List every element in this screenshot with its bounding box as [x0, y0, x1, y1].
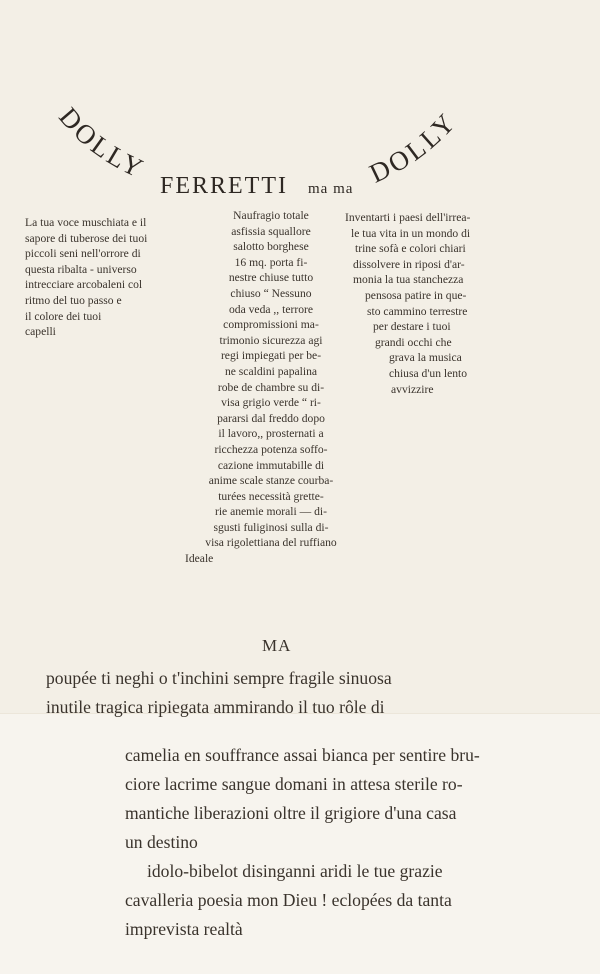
- column-middle-line: turées necessità grette-: [218, 489, 324, 503]
- column-middle-line: ricchezza potenza soffo-: [214, 442, 328, 456]
- column-left-line: sapore di tuberose dei tuoi: [25, 231, 148, 245]
- column-left-line: intrecciare arcobaleni col: [25, 278, 143, 292]
- curved-title: [0, 0, 600, 215]
- column-middle-line: regi impiegati per be-: [220, 349, 322, 363]
- column-left-line: ritmo del tuo passo e: [25, 293, 122, 307]
- column-middle-line: chiuso “ Nessuno: [230, 286, 312, 300]
- stanza-top: [46, 664, 392, 722]
- column-left-line: il colore dei tuoi: [25, 309, 102, 323]
- title-ma-ma: ma ma: [308, 181, 354, 197]
- column-right-line: pensosa patire in que-: [365, 288, 467, 302]
- column-left-line: questa ribalta - universo: [25, 262, 137, 276]
- column-right-line: avvizzire: [391, 382, 434, 396]
- column-right-line: grava la musica: [389, 351, 462, 365]
- column-middle-line: sgusti fuliginosi sulla di-: [213, 520, 329, 534]
- column-middle-line: asfissia squallore: [231, 224, 311, 238]
- stanza-line: cavalleria poesia mon Dieu ! eclopées da tanta: [125, 890, 452, 910]
- column-middle-line: 16 mq. porta fi-: [234, 255, 308, 269]
- column-left-line: La tua voce muschiata e il: [25, 216, 147, 229]
- stanza-line: idolo-bibelot disinganni aridi le tue grazie: [147, 861, 443, 881]
- stanza-line: inutile tragica ripiegata ammirando il tuo rôle di: [46, 697, 385, 717]
- column-middle-line: compromissioni ma-: [223, 318, 319, 332]
- column-right-line: le tua vita in un mondo di: [351, 226, 471, 240]
- column-middle-line: cazione immutabille di: [217, 458, 325, 472]
- title-surname: FERRETTI: [160, 173, 288, 199]
- column-middle: [185, 208, 357, 567]
- column-middle-line: il lavoro,, prosternati a: [218, 427, 324, 441]
- stanza-line: camelia en souffrance assai bianca per sentire bru-: [125, 745, 480, 765]
- column-middle-line: nestre chiuse tutto: [228, 271, 314, 285]
- column-middle-line: oda veda ,, terrore: [228, 302, 313, 316]
- column-right-line: monia la tua stanchezza: [353, 273, 464, 287]
- column-right: [345, 210, 530, 397]
- title-arc-right: DOLLY: [364, 105, 463, 189]
- stanza-line: un destino: [125, 832, 198, 852]
- column-middle-line: anime scale stanze courba-: [208, 474, 334, 488]
- stanza-line: ciore lacrime sangue domani in attesa sterile ro-: [125, 774, 463, 794]
- column-middle-line: pararsi dal freddo dopo: [217, 411, 325, 425]
- column-right-line: trine sofà e colori chiari: [355, 242, 466, 256]
- column-middle-line: ne scaldini papalina: [224, 364, 318, 378]
- column-middle-line: rie anemie morali — di-: [214, 505, 328, 519]
- column-middle-line: visa grigio verde “ ri-: [221, 396, 321, 410]
- column-right-line: Inventarti i paesi dell'irrea-: [345, 211, 471, 224]
- column-middle-line: Ideale: [185, 552, 214, 566]
- ma-heading: MA: [262, 636, 292, 655]
- stanza-line: poupée ti neghi o t'inchini sempre fragile sinuosa: [46, 668, 392, 688]
- column-middle-line: Naufragio totale: [233, 209, 309, 222]
- column-middle-line: visa rigolettiana del ruffiano: [205, 536, 337, 550]
- column-middle-line: trimonio sicurezza agi: [219, 333, 323, 347]
- stanza-bottom: [125, 741, 480, 944]
- column-middle-line: salotto borghese: [233, 240, 309, 254]
- column-right-line: per destare i tuoi: [373, 320, 451, 334]
- column-right-line: grandi occhi che: [375, 335, 452, 349]
- title-arc-left: DOLLY: [53, 101, 151, 185]
- stanza-line: imprevista realtà: [125, 919, 243, 939]
- stanza-line: mantiche liberazioni oltre il grigiore d'una casa: [125, 803, 457, 823]
- column-middle-line: robe de chambre su di-: [217, 380, 325, 394]
- column-right-line: dissolvere in riposi d'ar-: [353, 257, 465, 271]
- column-right-line: chiusa d'un lento: [389, 366, 468, 380]
- column-left: [25, 215, 185, 340]
- column-left-line: piccoli seni nell'orrore di: [25, 247, 141, 261]
- column-left-line: capelli: [25, 325, 56, 339]
- column-right-line: sto cammino terrestre: [367, 304, 468, 318]
